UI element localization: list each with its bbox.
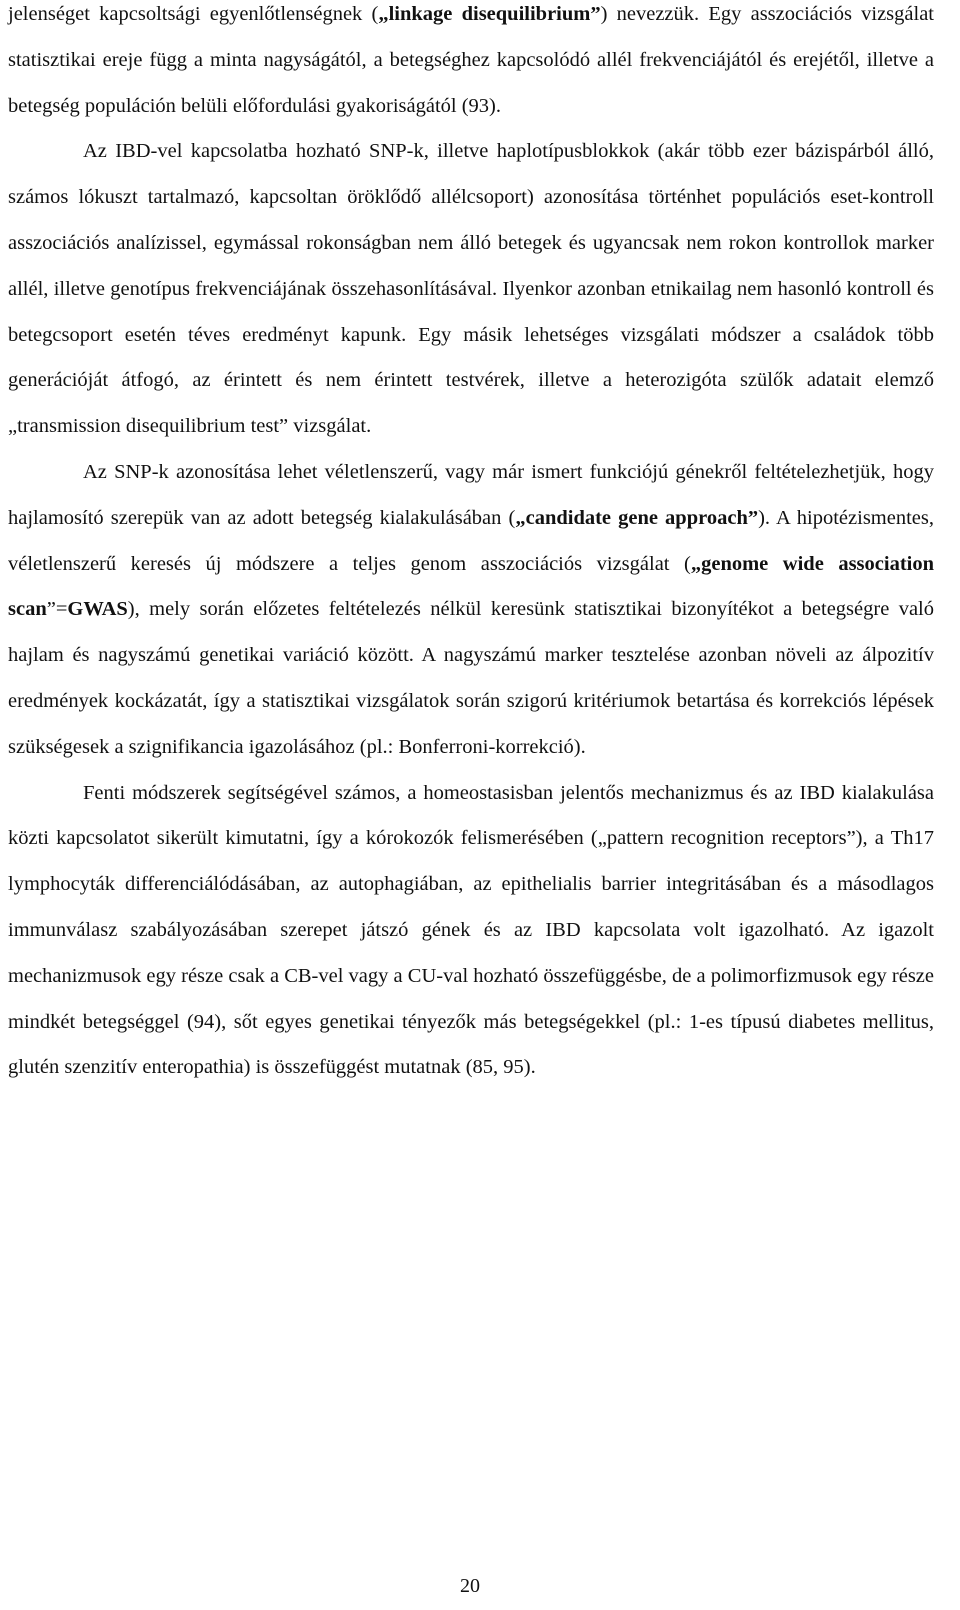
paragraph-1-run-1: jelenséget kapcsoltsági egyenlőtlenségnek (: [8, 3, 379, 25]
document-page: [8, 0, 934, 1091]
paragraph-4: [8, 771, 934, 1092]
paragraph-4-run-1: Fenti módszerek segítségével számos, a homeostasisban jelentős mechanizmus és az IBD kialakulása közti kapcsolatot sikerült kimutatni, így a kórokozók felismerésében („pattern recognition receptors”), a Th17 lymphocyták differenciálódásában, az autophagiában, az epithelialis barrier integritásában és a másodlagos immunválasz szabályozásában szerepet játszó gének és az IBD kapcsolata volt igazolható. Az igazolt mechanizmusok egy része csak a CB-vel vagy a CU-val hozható összefüggésbe, de a polimorfizmusok egy része mindkét betegséggel (94), sőt egyes genetikai tényezők más betegségekkel (pl.: 1-es típusú diabetes mellitus, glutén szenzitív enteropathia) is összefüggést mutatnak (85, 95).: [8, 781, 934, 1079]
paragraph-3-run-7: ), mely során előzetes feltételezés nélkül keresünk statisztikai bizonyítékot a betegségre való hajlam és nagyszámú genetikai variáció között. A nagyszámú marker tesztelése azonban növeli az álpozitív eredmények kockázatát, így a statisztikai vizsgálatok során szigorú kritériumok betartása és korrekciós lépések szükségesek a szignifikancia igazolásához (pl.: Bonferroni-korrekció).: [8, 598, 934, 758]
paragraph-3-run-5: ”=: [46, 598, 68, 621]
term-linkage-disequilibrium: „linkage disequilibrium”: [378, 3, 601, 25]
term-gwas: GWAS: [67, 598, 128, 621]
term-candidate-gene-approach: „candidate gene approach”: [515, 506, 759, 529]
term-genome-wide-association-scan: „genome wide association scan: [8, 552, 934, 621]
paragraph-1: [8, 0, 934, 129]
paragraph-3: [8, 450, 934, 771]
paragraph-3-run-3: ). A hipotézismentes, véletlenszerű keresés új módszere a teljes genom asszociációs vizsgálat (: [8, 506, 934, 575]
paragraph-3-run-1: Az SNP-k azonosítása lehet véletlenszerű, vagy már ismert funkciójú génekről feltételezhetjük, hogy hajlamosító szerepük van az adott betegség kialakulásában (: [8, 460, 934, 529]
paragraph-2: [8, 129, 934, 450]
paragraph-1-run-3: ) nevezzük. Egy asszociációs vizsgálat statisztikai ereje függ a minta nagyságától, a betegséghez kapcsolódó allél frekvenciájától és erejétől, illetve a betegség populáción belüli előfordulási gyakoriságától (93).: [8, 3, 935, 117]
page-number: 20: [460, 1575, 480, 1597]
paragraph-2-run-1: Az IBD-vel kapcsolatba hozható SNP-k, illetve haplotípusblokkok (akár több ezer bázispárból álló, számos lókuszt tartalmazó, kapcsoltan öröklődő allélcsoport) azonosítása történhet populációs eset-kontroll asszociációs analízissel, egymással rokonságban nem álló betegek és ugyancsak nem rokon kontrollok marker allél, illetve genotípus frekvenciájának összehasonlításával. Ilyenkor azonban etnikailag nem hasonló kontroll és betegcsoport esetén téves eredményt kapunk. Egy másik lehetséges vizsgálati módszer a családok több generációját átfogó, az érintett és nem érintett testvérek, illetve a heterozigóta szülők adatait elemző „transmission disequilibrium test” vizsgálat.: [8, 140, 934, 438]
